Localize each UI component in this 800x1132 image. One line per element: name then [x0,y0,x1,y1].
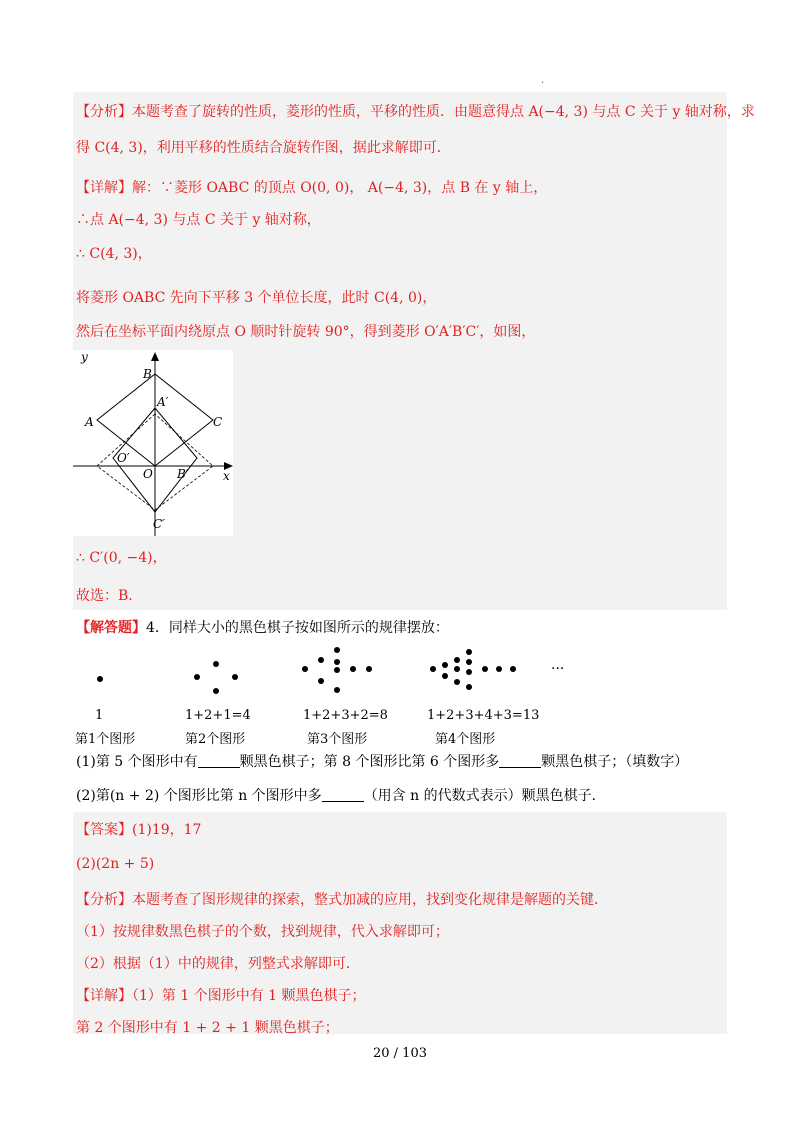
pattern-1 [97,676,103,682]
q2-text-a: (2)第(n + 2) 个图形比第 n 个图形中多 [76,788,322,804]
label-y: y [81,350,88,364]
question-text: 4．同样大小的黑色棋子按如图所示的规律摆放： [146,620,449,636]
detail-line-4: 将菱形 OABC 先向下平移 3 个单位长度，此时 C(4, 0)， [76,290,437,306]
q2-blank [322,788,364,802]
analysis2-line-2: （1）按规律数黑色棋子的个数，找到规律，代入求解即可； [76,924,449,940]
label-C-prime: C′ [153,517,165,531]
analysis2-line-3: （2）根据（1）中的规律，列整式求解即可． [76,956,360,972]
caption-1: 第1个图形 [75,732,136,747]
q1-blank-1 [198,754,240,768]
analysis2-line-1: 【分析】本题考查了图形规律的探索，整式加减的应用，找到变化规律是解题的关键． [76,892,608,908]
label-B-prime: B′ [177,467,189,481]
detail-line-7: 故选：B. [76,588,133,604]
analysis-line-2: 得 C(4, 3)，利用平移的性质结合旋转作图，据此求解即可． [76,140,451,156]
page-mark: · [541,78,545,89]
label-A-prime: A′ [157,395,169,409]
sum-2: 1+2+1=4 [185,708,251,723]
sum-3: 1+2+3+2=8 [303,708,388,723]
pattern-2 [194,661,238,694]
question-tag: 【解答题】 [76,620,146,636]
pattern-svg [73,640,727,700]
question-line [76,618,449,638]
sum-1: 1 [95,708,104,723]
sum-4: 1+2+3+4+3=13 [427,708,540,723]
q1-blank-2 [499,754,541,768]
label-B: B [143,367,152,381]
detail-line-6: ∴ C′(0, −4)， [76,550,167,566]
pattern-4 [430,649,516,690]
caption-4: 第4个图形 [435,732,496,747]
label-C: C [213,415,223,429]
label-O: O [143,467,153,481]
label-O-prime: O′ [117,451,130,465]
label-x: x [223,469,230,483]
q2-text-b: （用含 n 的代数式表示）颗黑色棋子． [363,788,606,804]
rhombus-svg [73,350,233,536]
pattern-3 [302,647,372,693]
q1-text-c: 颗黑色棋子；（填数字） [541,754,689,770]
analysis-line-1: 【分析】本题考查了旋转的性质，菱形的性质，平移的性质．由题意得点 A(−4, 3) 与点 C 关于 y 轴对称，求 [76,104,755,120]
detail-line-2: ∴点 A(−4, 3) 与点 C 关于 y 轴对称， [76,212,321,228]
y-axis-arrow [151,352,159,361]
pattern-figure [73,640,727,750]
q1-text-a: (1)第 5 个图形中有 [76,754,198,770]
caption-2: 第2个图形 [185,732,246,747]
answer-line-2: (2)(2n + 5) [76,856,155,872]
detail2-line-2: 第 2 个图形中有 1 + 2 + 1 颗黑色棋子； [76,1020,339,1036]
pattern-ellipsis: ··· [551,661,565,677]
answer-line-1: 【答案】(1)19，17 [76,822,202,838]
detail-line-5: 然后在坐标平面内绕原点 O 顺时针旋转 90°，得到菱形 O′A′B′C′，如图， [76,324,536,340]
rhombus-figure [73,350,233,536]
detail-line-3: ∴ C(4, 3)， [76,246,152,262]
q1-text-b: 颗黑色棋子；第 8 个图形比第 6 个图形多 [239,754,500,770]
page-number: 20 / 103 [373,1046,427,1061]
question-part-1 [76,752,688,772]
detail2-line-1: 【详解】（1）第 1 个图形中有 1 颗黑色棋子； [76,988,366,1004]
label-A: A [85,415,94,429]
caption-3: 第3个图形 [307,732,368,747]
detail-line-1: 【详解】解：∵菱形 OABC 的顶点 O(0, 0)， A(−4, 3)，点 B 在 y 轴上， [76,180,548,196]
question-part-2 [76,786,606,806]
